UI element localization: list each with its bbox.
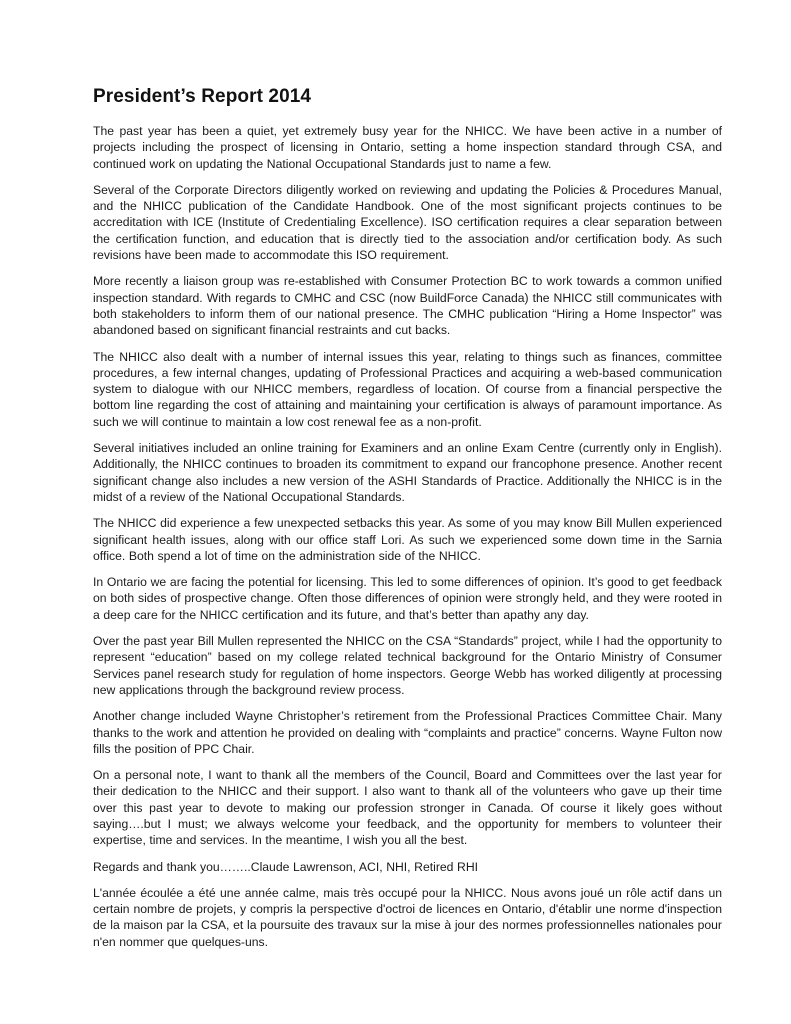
body-paragraph: In Ontario we are facing the potential for licensing. This led to some differences of opinion. It’s good to get feedback on both sides of prospective change. Often those differences of opinion were strongly held, and they were rooted in a deep care for the NHICC certification and its future, and that’s better than apathy any day. [93, 575, 722, 622]
body-paragraph: The NHICC also dealt with a number of internal issues this year, relating to things such as finances, committee procedures, a few internal changes, updating of Professional Practices and acquiring a web-based communication system to dialogue with our NHICC members, regardless of location. Of course from a financial perspective the bottom line regarding the cost of attaining and maintaining your certification is always of paramount importance. As such we will continue to maintain a low cost renewal fee as a non-profit. [93, 349, 722, 429]
body-paragraph: The past year has been a quiet, yet extremely busy year for the NHICC. We have been active in a number of projects including the prospect of licensing in Ontario, setting a home inspection standard through CSA, and continued work on updating the National Occupational Standards just to name a few. [93, 124, 722, 171]
body-paragraph: More recently a liaison group was re-established with Consumer Protection BC to work towards a common unified inspection standard. With regards to CMHC and CSC (now BuildForce Canada) the NHICC still communicates with both stakeholders to inform them of our national presence. The CMHC publication “Hiring a Home Inspector” was abandoned based on significant financial restraints and cut backs. [93, 274, 722, 338]
french-paragraph: L'année écoulée a été une année calme, mais très occupé pour la NHICC. Nous avons joué un rôle actif dans un certain nombre de projets, y compris la perspective d'octroi de licences en Ontario, d'établir une norme d'inspection de la maison par la CSA, et la poursuite des travaux sur la mise à jour des normes professionnelles nationales pour n'en nommer que quelques-uns. [93, 885, 722, 949]
body-paragraph: On a personal note, I want to thank all the members of the Council, Board and Committees over the last year for their dedication to the NHICC and their support. I also want to thank all of the volunteers who gave up their time over this past year to devote to making our profession stronger in Canada. Of course it likely goes without saying….but I must; we always welcome your feedback, and the opportunity for members to volunteer their expertise, time and services. In the meantime, I wish you all the best. [93, 768, 722, 848]
body-paragraph: Over the past year Bill Mullen represented the NHICC on the CSA “Standards” project, while I had the opportunity to represent “education” based on my college related technical background for the Ontario Ministry of Consumer Services panel research study for regulation of home inspectors. George Webb has worked diligently at processing new applications through the background review process. [93, 634, 722, 697]
body-paragraph: Several of the Corporate Directors diligently worked on reviewing and updating the Policies & Procedures Manual, and the NHICC publication of the Candidate Handbook. One of the most significant projects continues to be accreditation with ICE (Institute of Credentialing Excellence). ISO certification requires a clear separation between the certification function, and education that is directly tied to the association and/or certification body. As such revisions have been made to accommodate this ISO requirement. [93, 182, 722, 263]
report-title: President’s Report 2014 [93, 86, 312, 107]
signature-line: Regards and thank you……..Claude Lawrenson, ACI, NHI, Retired RHI [93, 859, 479, 874]
body-paragraph: Several initiatives included an online training for Examiners and an online Exam Centre (currently only in English). Additionally, the NHICC continues to broaden its commitment to expand our francophone presence. Another recent significant change also includes a new version of the ASHI Standards of Practice. Additionally the NHICC is in the midst of a review of the National Occupational Standards. [93, 441, 722, 504]
report-body [93, 123, 722, 950]
body-paragraph: Another change included Wayne Christopher’s retirement from the Professional Practices Committee Chair. Many thanks to the work and attention he provided on dealing with “complaints and practice” concerns. Wayne Fulton now fills the position of PPC Chair. [93, 709, 722, 756]
body-paragraph: The NHICC did experience a few unexpected setbacks this year. As some of you may know Bill Mullen experienced significant health issues, along with our office staff Lori. As such we experienced some down time in the Sarnia office. Both spend a lot of time on the administration side of the NHICC. [93, 516, 722, 563]
